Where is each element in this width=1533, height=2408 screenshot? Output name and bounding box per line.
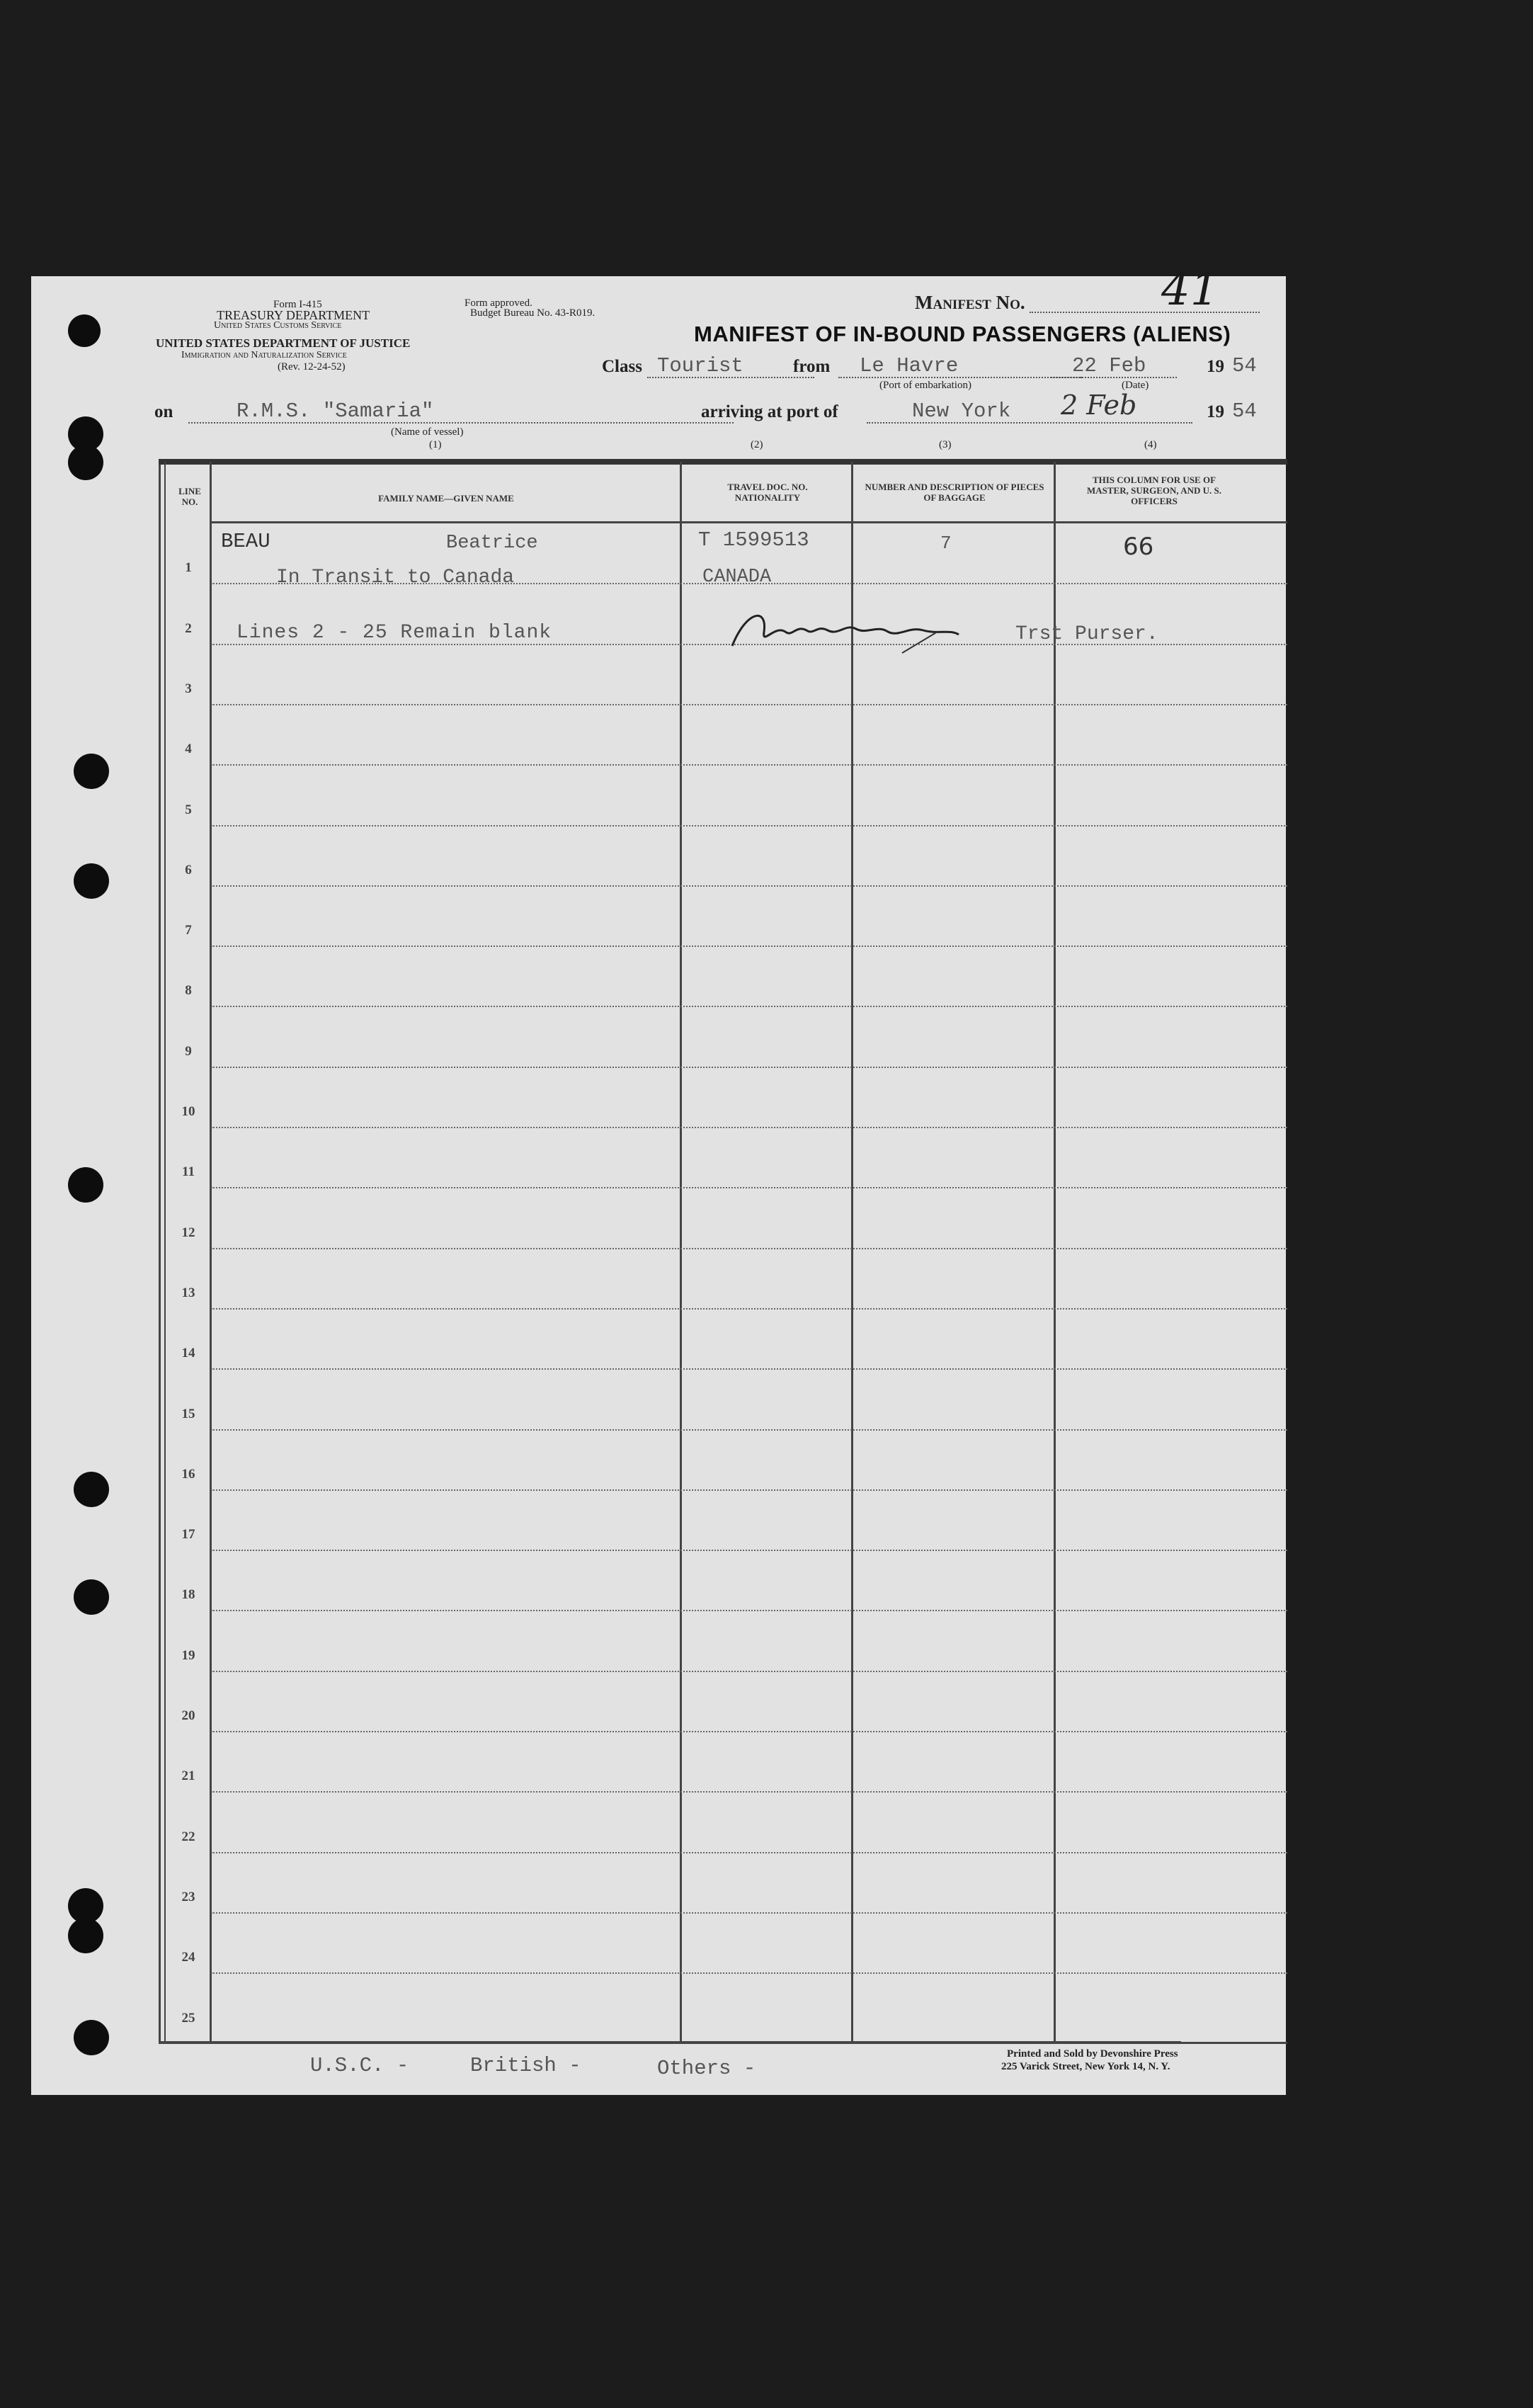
departure-date: 22 Feb <box>1072 354 1146 377</box>
vessel-caption: (Name of vessel) <box>391 426 464 438</box>
given-name: Beatrice <box>446 533 538 554</box>
row-number: 24 <box>181 1950 195 1965</box>
row-number: 3 <box>185 681 192 696</box>
table-bottom-border <box>159 2041 1181 2043</box>
header-bottom-border <box>210 521 1287 523</box>
row-number: 22 <box>181 1829 195 1844</box>
row-number: 8 <box>185 983 192 999</box>
punch-hole <box>74 2020 109 2055</box>
col-divider-2 <box>680 462 682 2044</box>
row-line <box>211 1067 1287 1068</box>
row-number: 21 <box>181 1768 195 1784</box>
row-line <box>211 1006 1287 1007</box>
header-doc: TRAVEL DOC. NO. NATIONALITY <box>727 482 808 503</box>
treasury-dept: TREASURY DEPARTMENT <box>217 308 370 322</box>
footer-usc: U.S.C. - <box>310 2054 409 2077</box>
punch-hole <box>74 754 109 789</box>
nationality: CANADA <box>702 567 772 588</box>
row-number: 9 <box>185 1043 192 1059</box>
col-divider-3 <box>851 462 853 2044</box>
col-num-3: (3) <box>939 439 952 450</box>
justice-dept: UNITED STATES DEPARTMENT OF JUSTICE <box>156 336 411 350</box>
col-divider-1 <box>210 462 212 2044</box>
header-line-no: LINE NO. <box>178 486 201 507</box>
purser-title: Trst Purser. <box>1015 623 1158 645</box>
punch-hole <box>68 1167 103 1203</box>
row-line <box>211 1852 1287 1853</box>
form-number: Form I-415 <box>273 299 322 310</box>
row-line <box>211 764 1287 766</box>
row-line <box>211 1368 1287 1370</box>
arrival-year-label: 19 <box>1207 402 1224 421</box>
table-top-border <box>159 459 1287 465</box>
family-name: BEAU <box>221 530 270 553</box>
col-divider-4 <box>1054 462 1056 2044</box>
remain-blank-note: Lines 2 - 25 Remain blank <box>236 622 552 644</box>
row-line <box>211 945 1287 947</box>
row-number: 23 <box>181 1889 195 1904</box>
punch-hole <box>68 1918 103 1953</box>
baggage-count: 7 <box>940 533 952 554</box>
header-name: FAMILY NAME—GIVEN NAME <box>378 493 514 504</box>
on-label: on <box>154 402 173 421</box>
footer-others: Others - <box>657 2057 756 2080</box>
row-number: 15 <box>181 1406 195 1421</box>
row-number: 18 <box>181 1587 195 1603</box>
row-line <box>211 1610 1287 1611</box>
row-number: 17 <box>181 1527 195 1543</box>
class-label: Class <box>602 357 642 376</box>
form-approved: Form approved. <box>465 297 532 309</box>
row-number: 6 <box>185 862 192 878</box>
port-caption: (Port of embarkation) <box>879 380 971 391</box>
row-line <box>211 1791 1287 1793</box>
row-number: 4 <box>185 742 192 757</box>
row-number: 25 <box>181 2010 195 2026</box>
date-caption: (Date) <box>1122 380 1149 391</box>
col-num-1: (1) <box>429 439 442 450</box>
arrival-port: New York <box>912 399 1011 423</box>
row-number: 2 <box>185 620 192 636</box>
customs-service: United States Customs Service <box>214 320 342 331</box>
manifest-no-label: Manifest No. <box>915 292 1025 313</box>
from-line <box>838 377 1082 378</box>
manifest-no-line <box>1030 312 1260 313</box>
revision-date: (Rev. 12-24-52) <box>278 361 346 373</box>
travel-doc-no: T 1599513 <box>698 528 809 552</box>
row-line <box>211 704 1287 705</box>
row-number: 16 <box>181 1466 195 1482</box>
table-left-inner-border <box>164 462 166 2043</box>
row-number: 12 <box>181 1225 195 1240</box>
row-line <box>211 885 1287 887</box>
ins-service: Immigration and Naturalization Service <box>181 350 347 360</box>
manifest-no-value: 41 <box>1161 263 1219 316</box>
row-number: 7 <box>185 923 192 938</box>
row-number: 13 <box>181 1285 195 1300</box>
row-line <box>211 825 1287 827</box>
date-line <box>1051 377 1177 378</box>
row-line <box>211 1308 1287 1310</box>
row-number: 10 <box>181 1104 195 1119</box>
arrival-date: 2 Feb <box>1061 390 1137 421</box>
punch-hole <box>74 1472 109 1507</box>
punch-hole <box>68 314 101 347</box>
footer-british: British - <box>470 2054 581 2077</box>
officer-code: 66 <box>1123 533 1154 561</box>
vessel-name: R.M.S. "Samaria" <box>236 399 434 423</box>
printer-line-2: 225 Varick Street, New York 14, N. Y. <box>1001 2061 1170 2072</box>
vessel-line <box>188 422 734 424</box>
budget-bureau: Budget Bureau No. 43-R019. <box>470 307 595 319</box>
row-number: 1 <box>185 560 192 576</box>
printer-line-1: Printed and Sold by Devonshire Press <box>1007 2048 1178 2060</box>
row-line <box>211 1671 1287 1672</box>
row-line <box>211 1550 1287 1551</box>
punch-hole <box>74 863 109 899</box>
arriving-label: arriving at port of <box>701 402 838 421</box>
row-number: 5 <box>185 802 192 817</box>
header-baggage: NUMBER AND DESCRIPTION OF PIECES OF BAGGAGE <box>865 482 1044 503</box>
row-line <box>211 1187 1287 1188</box>
col-num-4: (4) <box>1144 439 1157 450</box>
manifest-table <box>159 459 1287 2044</box>
row-line <box>211 1489 1287 1491</box>
col-num-2: (2) <box>751 439 763 450</box>
arrival-line <box>867 422 1192 424</box>
row-number: 14 <box>181 1346 195 1361</box>
manifest-title: MANIFEST OF IN-BOUND PASSENGERS (ALIENS) <box>694 322 1231 346</box>
transit-note: In Transit to Canada <box>276 567 515 589</box>
from-label: from <box>793 357 831 376</box>
row-number: 20 <box>181 1708 195 1723</box>
class-line <box>647 377 814 378</box>
row-line <box>211 1972 1287 1974</box>
year-value: 54 <box>1232 354 1257 377</box>
row-line <box>211 1127 1287 1128</box>
manifest-sheet <box>31 263 1286 2095</box>
from-value: Le Havre <box>860 354 959 377</box>
punch-hole <box>74 1579 109 1615</box>
class-value: Tourist <box>657 354 743 377</box>
row-line <box>211 1248 1287 1249</box>
header-officers: THIS COLUMN FOR USE OF MASTER, SURGEON, AND U. S. OFFICERS <box>1087 475 1221 506</box>
purser-signature <box>725 603 1022 664</box>
arrival-year-value: 54 <box>1232 399 1257 423</box>
row-line <box>211 1429 1287 1431</box>
year-label: 19 <box>1207 357 1224 376</box>
row-number: 11 <box>182 1164 195 1180</box>
punch-hole <box>68 445 103 480</box>
row-line <box>211 1912 1287 1914</box>
row-line <box>211 1731 1287 1732</box>
row-number: 19 <box>181 1647 195 1663</box>
